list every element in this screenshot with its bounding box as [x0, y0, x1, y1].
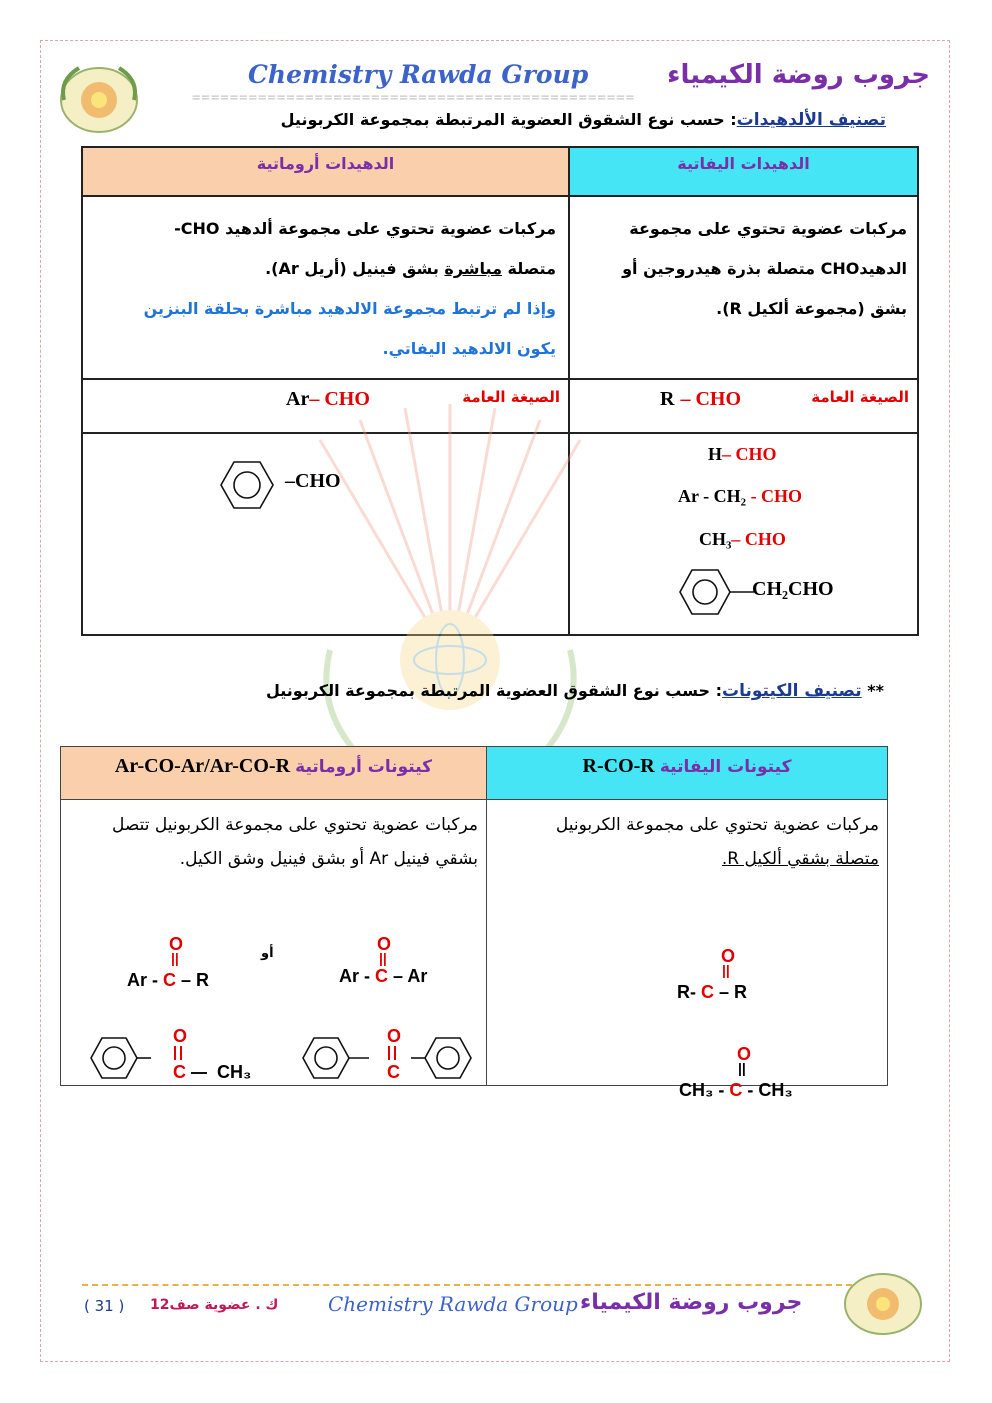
ketone-r-co-r: R- C – R [677, 982, 748, 1002]
logo [54, 60, 144, 138]
ketones-heading-prefix: ** [867, 681, 884, 700]
aromatic-desc-line2: متصلة مباشرة بشق فينيل (أريل Ar). [265, 259, 556, 278]
single-bond [191, 1072, 207, 1074]
aliphatic-examples-cell [569, 433, 918, 635]
header-divider: =============================================== [192, 90, 636, 106]
ketone-acetone: CH₃ - C - CH₃ [679, 1080, 793, 1100]
aromatic-desc-line1: مركبات عضوية تحتوي على مجموعة ألدهيد CHO- [174, 219, 556, 238]
aliphatic-general-label: الصيغة العامة [811, 388, 909, 406]
benzaldehyde-formula: –CHO [285, 470, 341, 492]
ketone-ar-co-r: Ar - C – R [127, 970, 210, 990]
footer-divider [82, 1284, 852, 1286]
aromatic-aldehydes-header-cell [82, 147, 569, 196]
double-bond [388, 1046, 396, 1060]
benzene-ring [89, 1034, 169, 1082]
aldehydes-heading [281, 110, 886, 130]
aromatic-ketones-header-cell [61, 747, 487, 800]
phenylacetaldehyde-formula: CH₂CHO [752, 578, 834, 600]
header-brand-ar: جروب روضة الكيمياء [667, 60, 930, 90]
aliphatic-desc-line3: بشق (مجموعة ألكيل R). [716, 299, 907, 318]
aliphatic-ketones-header: R-CO-R كيتونات اليفاتية [582, 755, 792, 777]
aromatic-aldehydes-desc-cell [82, 196, 569, 379]
example-arylacetaldehyde: Ar - CH₂ - CHO [678, 486, 803, 506]
aromatic-ketones-header: Ar-CO-Ar/Ar-CO-R كيتونات أروماتية [114, 755, 433, 777]
double-bond [174, 1046, 182, 1060]
aromatic-general-formula: Ar– CHO [286, 388, 370, 410]
footer-course: ك . عضوية صف12 [150, 1297, 279, 1313]
ketones-heading [266, 681, 884, 701]
footer-brand-en: Chemistry Rawda Group [328, 1292, 578, 1316]
aromatic-aldehydes-desc [83, 197, 568, 369]
aliphatic-aldehydes-header-cell [569, 147, 918, 196]
aliphatic-aldehydes-header: الدهيدات اليفاتية [677, 154, 810, 173]
example-acetaldehyde: CH₃– CHO [699, 529, 786, 549]
ketones-table [60, 746, 888, 1100]
aromatic-ketones-desc: مركبات عضوية تحتوي على مجموعة الكربونيل تتصل بشقي فينيل Ar أو بشق فينيل وشق الكيل. [111, 815, 478, 869]
footer-logo [838, 1268, 928, 1340]
aliphatic-aldehydes-desc-cell [569, 196, 918, 379]
aromatic-note-line1: وإذا لم ترتبط مجموعة الالدهيد مباشرة بحلقة البنزين [143, 299, 556, 318]
aliphatic-ketones-body-cell: مركبات عضوية تحتوي على مجموعة الكربونيل متصلة بشقي ألكيل R. O || R- C – R O || CH₃ - C - CH₃ [487, 800, 888, 1086]
aromatic-note-line2: يكون الالدهيد اليفاتي. [382, 339, 556, 358]
or-word: أو [261, 946, 274, 961]
example-formaldehyde: H– CHO [708, 444, 777, 464]
aromatic-general-label: الصيغة العامة [462, 388, 560, 406]
ketone-ar-co-ar: Ar - C – Ar [339, 966, 428, 986]
aliphatic-general-formula: R – CHO [660, 388, 742, 410]
ketones-heading-text: : حسب نوع الشقوق العضوية المرتبطة بمجموعة الكربونيل [265, 681, 723, 700]
aliphatic-ketones-desc: مركبات عضوية تحتوي على مجموعة الكربونيل متصلة بشقي ألكيل R. [555, 815, 879, 869]
aliphatic-ketones-header-cell [487, 747, 888, 800]
benzene-ring [678, 566, 754, 618]
footer-brand-ar: جروب روضة الكيمياء [580, 1290, 803, 1315]
aromatic-aldehydes-header: الدهيدات أروماتية [256, 154, 395, 173]
aldehydes-heading-title: تصنيف الألدهيدات [736, 110, 886, 130]
benzene-ring [209, 458, 279, 512]
aldehydes-heading-text: : حسب نوع الشقوق العضوية المرتبطة بمجموعة الكربونيل [280, 110, 737, 129]
methyl-group: CH₃ [217, 1062, 252, 1082]
aliphatic-aldehydes-desc [570, 197, 917, 329]
aliphatic-desc-line2: الدهيدCHO متصلة بذرة هيدروجين أو [622, 259, 907, 278]
page-number: ( 31 ) [84, 1297, 125, 1315]
ketones-heading-title: تصنيف الكيتونات [722, 681, 862, 701]
header-brand-en: Chemistry Rawda Group [248, 60, 589, 89]
aromatic-ketones-body-cell: مركبات عضوية تحتوي على مجموعة الكربونيل تتصل بشقي فينيل Ar أو بشق فينيل وشق الكيل. O || Ar - C – Ar أو O || Ar - C – R O C CH₃ O C [61, 800, 487, 1086]
aliphatic-general-formula-cell [569, 379, 918, 433]
aliphatic-desc-line1: مركبات عضوية تحتوي على مجموعة [629, 219, 907, 238]
